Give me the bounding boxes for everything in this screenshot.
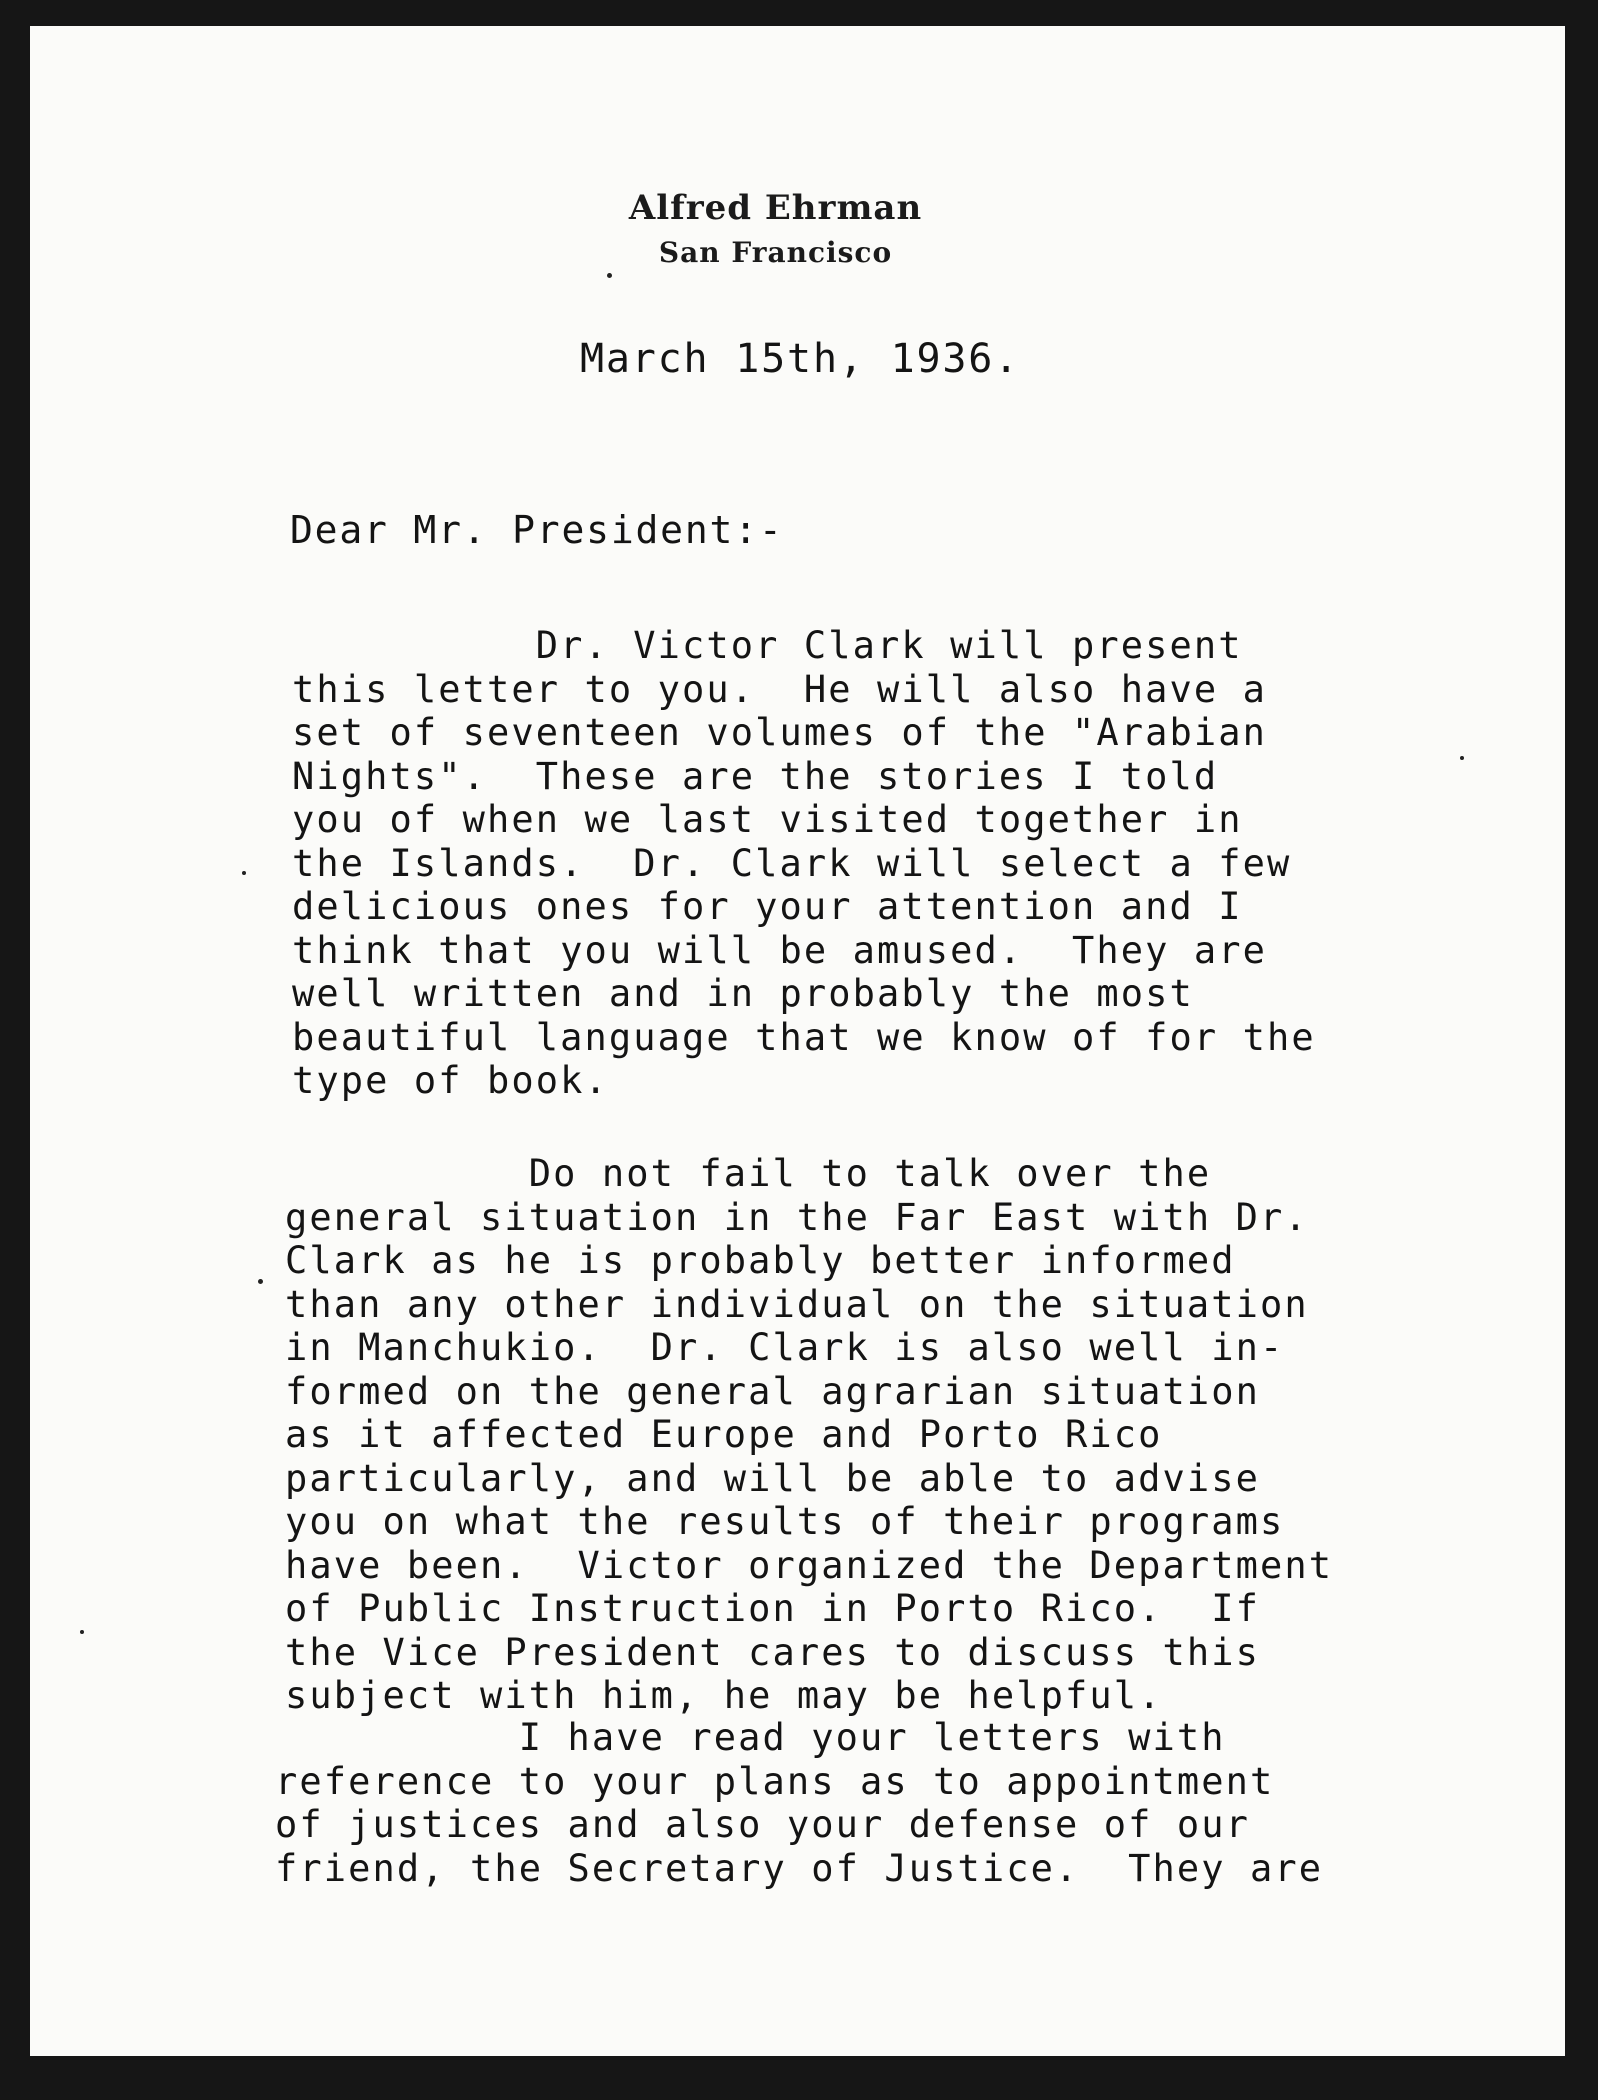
- text-line: type of book.: [292, 1059, 609, 1102]
- text-line: beautiful language that we know of for the: [292, 1015, 1316, 1059]
- text-line: Nights". These are the stories I told: [292, 754, 1219, 798]
- ink-speck: [607, 273, 612, 278]
- ink-speck: [242, 871, 246, 875]
- paragraph-2: [285, 1152, 1333, 1718]
- text-line: the Islands. Dr. Clark will select a few: [292, 841, 1292, 885]
- text-line: particularly, and will be able to advise: [285, 1456, 1261, 1500]
- letter-date: March 15th, 1936.: [580, 336, 1020, 382]
- salutation: Dear Mr. President:-: [290, 508, 784, 552]
- text-line: reference to your plans as to appointment: [275, 1759, 1275, 1803]
- text-line: of Public Instruction in Porto Rico. If: [285, 1587, 1261, 1630]
- text-line: the Vice President cares to discuss this: [285, 1630, 1261, 1674]
- paragraph-3: [275, 1716, 1323, 1890]
- text-line: friend, the Secretary of Justice. They are: [275, 1846, 1324, 1890]
- text-line: this letter to you. He will also have a: [292, 667, 1268, 711]
- text-line: I have read your letters with: [275, 1716, 1226, 1759]
- text-line: Clark as he is probably better informed: [285, 1239, 1236, 1282]
- ink-speck: [1460, 756, 1464, 760]
- text-line: in Manchukio. Dr. Clark is also well in-: [285, 1326, 1285, 1369]
- text-line: of justices and also your defense of our: [275, 1803, 1251, 1846]
- text-line: you of when we last visited together in: [292, 798, 1243, 841]
- text-line: you on what the results of their programs: [285, 1500, 1285, 1543]
- text-line: formed on the general agrarian situation: [285, 1369, 1261, 1413]
- letterhead-name: Alfred Ehrman: [628, 188, 923, 228]
- text-line: think that you will be amused. They are: [292, 928, 1268, 972]
- text-line: Do not fail to talk over the: [285, 1152, 1212, 1195]
- text-line: as it affected Europe and Porto Rico: [285, 1413, 1163, 1456]
- text-line: Dr. Victor Clark will present: [292, 624, 1243, 667]
- ink-speck: [258, 1279, 263, 1284]
- letterhead-city: San Francisco: [658, 236, 893, 269]
- ink-speck: [80, 1630, 84, 1634]
- text-line: well written and in probably the most: [292, 972, 1194, 1015]
- text-line: general situation in the Far East with Dr.: [285, 1195, 1309, 1239]
- paragraph-1: [292, 624, 1316, 1103]
- letter-page: [30, 26, 1565, 2056]
- text-line: set of seventeen volumes of the "Arabian: [292, 711, 1268, 754]
- text-line: have been. Victor organized the Department: [285, 1543, 1334, 1587]
- text-line: delicious ones for your attention and I: [292, 885, 1243, 928]
- text-line: subject with him, he may be helpful.: [285, 1674, 1163, 1717]
- text-line: than any other individual on the situation: [285, 1282, 1309, 1326]
